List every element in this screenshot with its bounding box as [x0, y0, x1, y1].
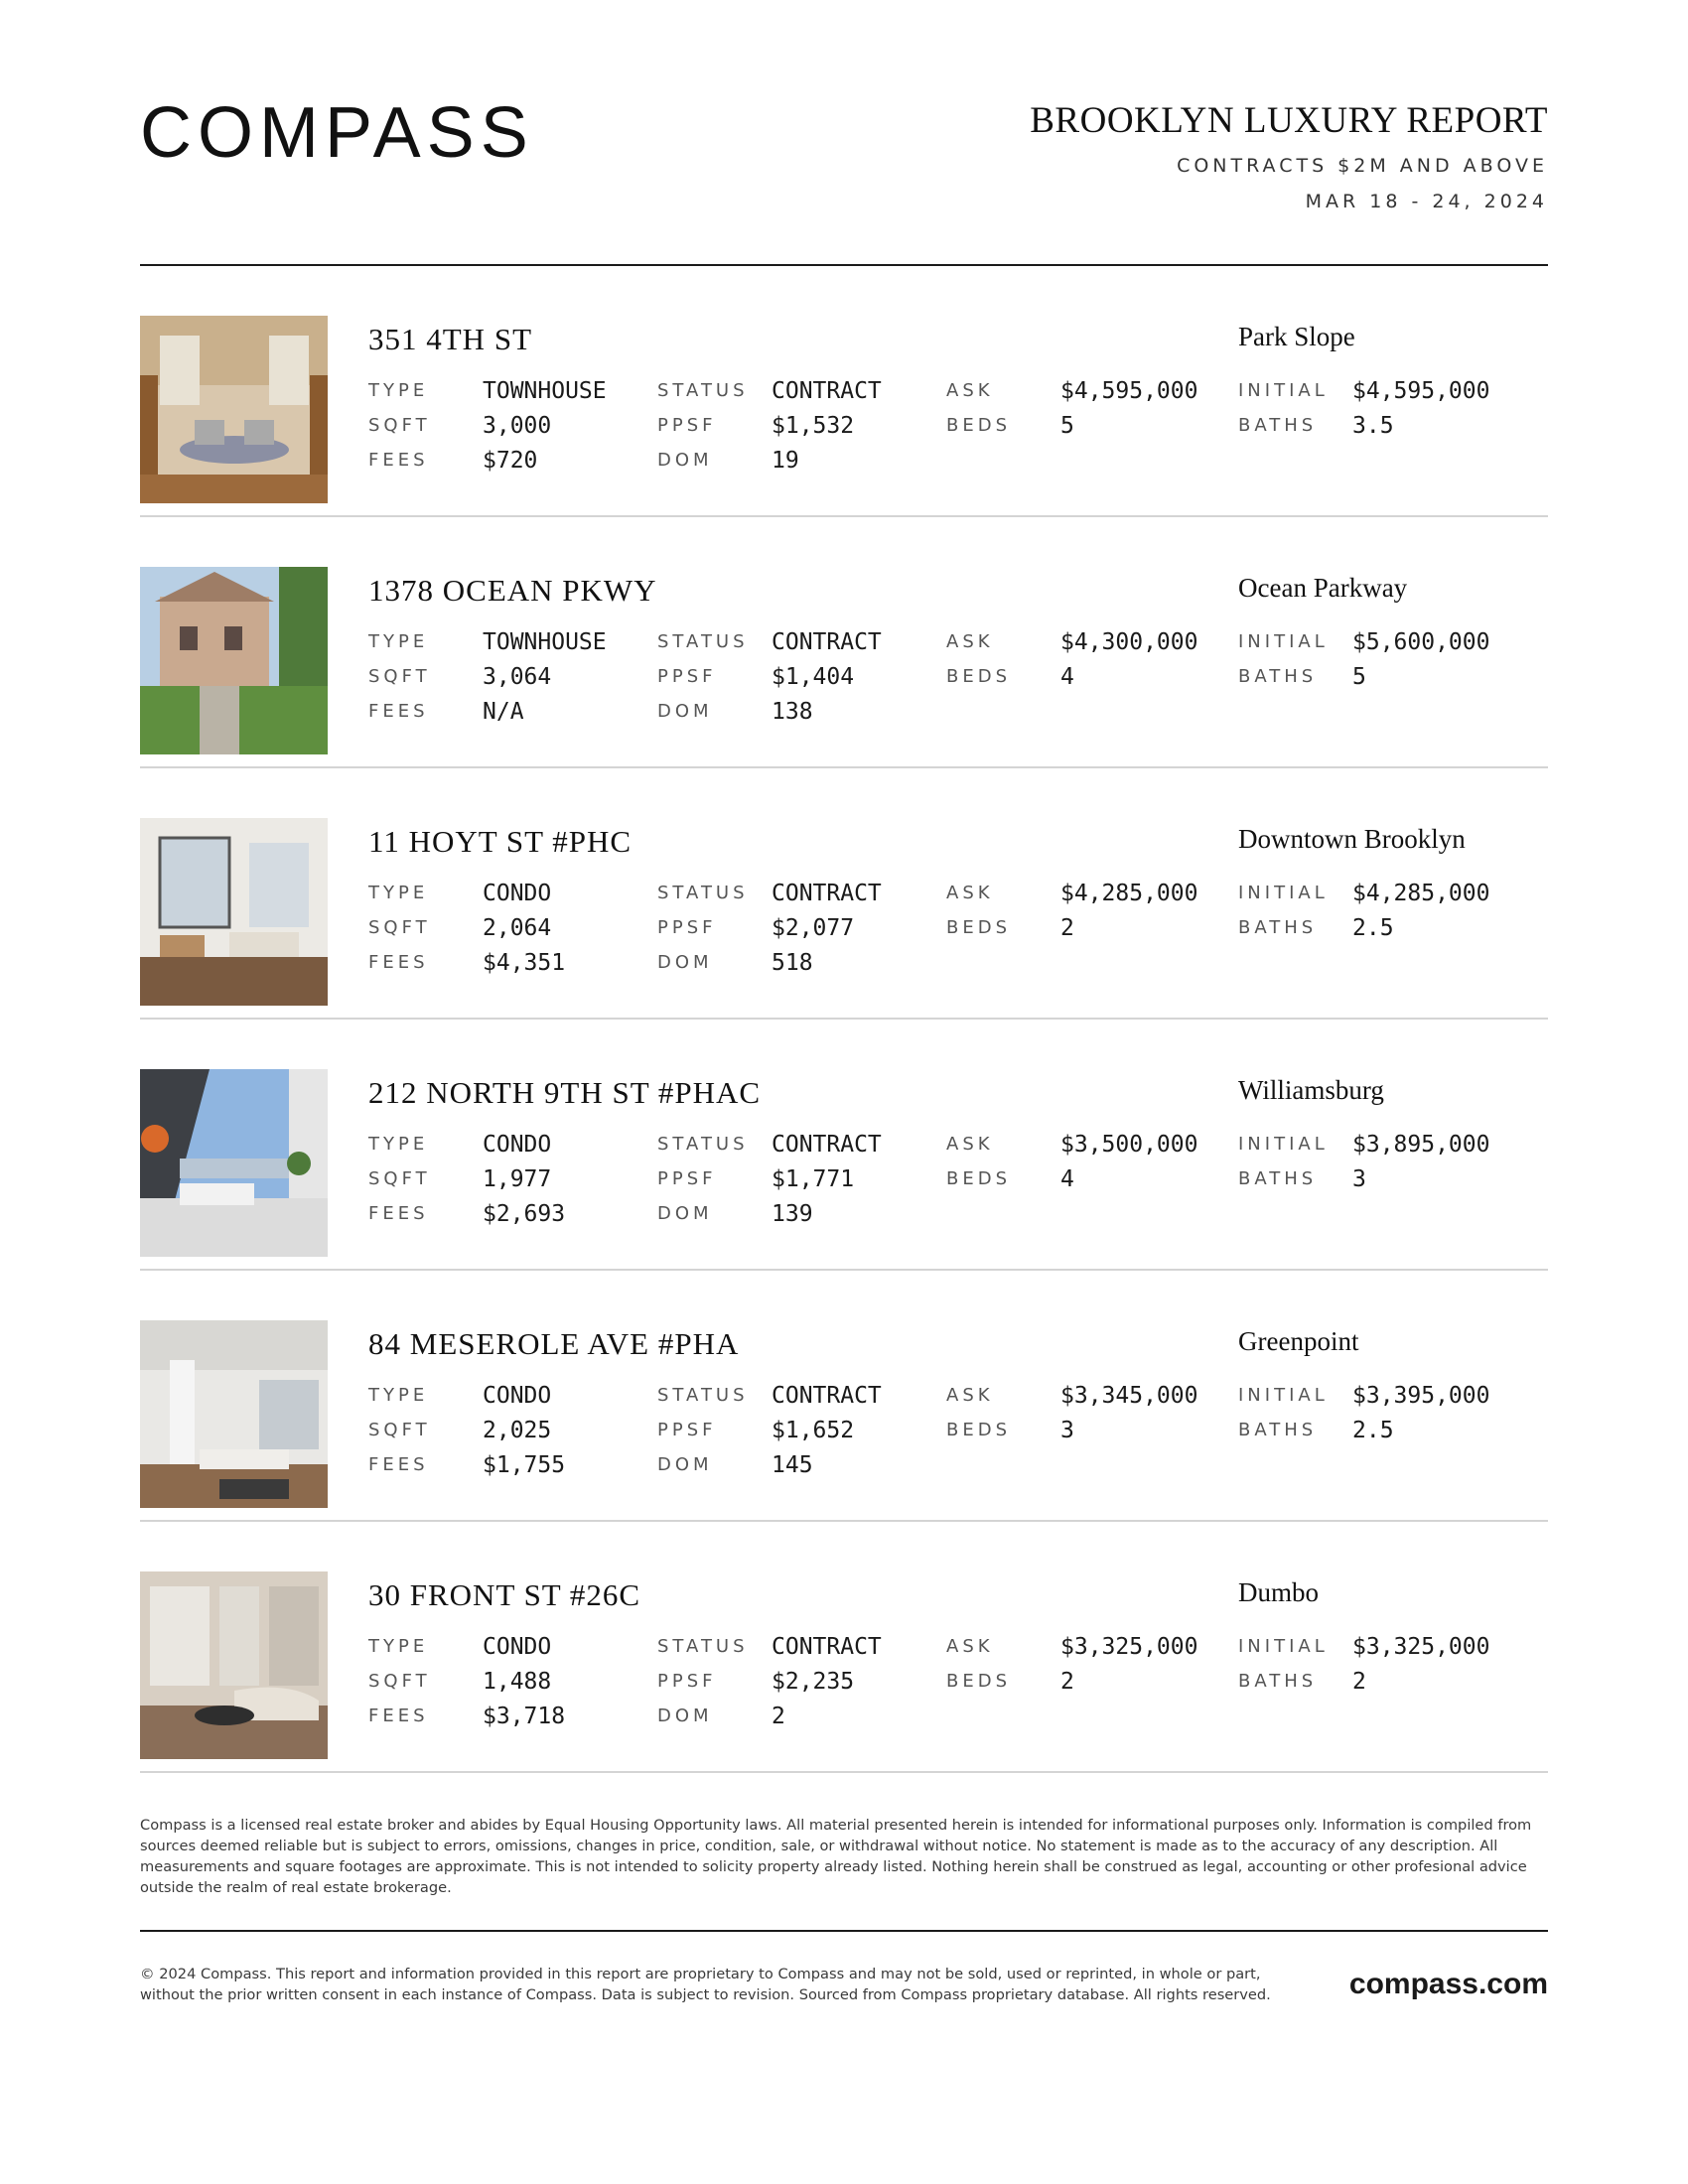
initial-label: INITIAL [1238, 631, 1329, 652]
ask-label: ASK [946, 631, 994, 652]
ask-label: ASK [946, 1636, 994, 1657]
baths-value: 5 [1352, 664, 1366, 690]
roof-terrace-photo[interactable] [140, 1069, 328, 1257]
dom-label: DOM [657, 1454, 713, 1475]
type-value: TOWNHOUSE [483, 629, 607, 655]
dom-label: DOM [657, 450, 713, 471]
compass-logo-text: COMPASS [140, 97, 534, 169]
listing-address[interactable]: 11 HOYT ST #PHC [368, 824, 633, 859]
status-label: STATUS [657, 883, 749, 903]
fees-label: FEES [368, 450, 429, 471]
listing-neighborhood: Downtown Brooklyn [1238, 824, 1466, 854]
ask-value: $3,500,000 [1060, 1132, 1198, 1158]
ask-label: ASK [946, 1134, 994, 1155]
listing-neighborhood: Dumbo [1238, 1577, 1319, 1607]
type-label: TYPE [368, 1385, 429, 1406]
sqft-label: SQFT [368, 917, 431, 938]
type-value: CONDO [483, 881, 552, 906]
status-label: STATUS [657, 631, 749, 652]
type-label: TYPE [368, 1636, 429, 1657]
sqft-label: SQFT [368, 415, 431, 436]
dom-label: DOM [657, 1706, 713, 1726]
sqft-label: SQFT [368, 1671, 431, 1692]
initial-label: INITIAL [1238, 380, 1329, 401]
dom-label: DOM [657, 952, 713, 973]
initial-value: $3,325,000 [1352, 1634, 1490, 1660]
beds-label: BEDS [946, 1420, 1012, 1440]
status-label: STATUS [657, 1134, 749, 1155]
listing-neighborhood: Park Slope [1238, 322, 1355, 351]
baths-label: BATHS [1238, 917, 1318, 938]
ppsf-value: $2,235 [772, 1669, 855, 1695]
dom-label: DOM [657, 701, 713, 722]
ppsf-label: PPSF [657, 1168, 717, 1189]
dom-value: 518 [772, 950, 813, 976]
ask-value: $4,300,000 [1060, 629, 1198, 655]
baths-value: 2.5 [1352, 1418, 1394, 1443]
initial-label: INITIAL [1238, 1385, 1329, 1406]
ppsf-label: PPSF [657, 1671, 717, 1692]
report-header [140, 0, 1548, 266]
type-value: CONDO [483, 1132, 552, 1158]
fees-label: FEES [368, 701, 429, 722]
type-label: TYPE [368, 380, 429, 401]
dom-value: 2 [772, 1704, 785, 1729]
initial-value: $3,395,000 [1352, 1383, 1490, 1409]
initial-value: $5,600,000 [1352, 629, 1490, 655]
listing-row[interactable] [140, 517, 1548, 768]
initial-label: INITIAL [1238, 1636, 1329, 1657]
listing-address[interactable]: 84 MESEROLE AVE #PHA [368, 1326, 740, 1361]
ppsf-label: PPSF [657, 415, 717, 436]
initial-label: INITIAL [1238, 1134, 1329, 1155]
fees-label: FEES [368, 1203, 429, 1224]
baths-label: BATHS [1238, 1168, 1318, 1189]
ppsf-label: PPSF [657, 917, 717, 938]
ppsf-label: PPSF [657, 1420, 717, 1440]
status-label: STATUS [657, 1385, 749, 1406]
ask-label: ASK [946, 1385, 994, 1406]
ppsf-label: PPSF [657, 666, 717, 687]
type-value: CONDO [483, 1634, 552, 1660]
baths-label: BATHS [1238, 1671, 1318, 1692]
sqft-label: SQFT [368, 666, 431, 687]
status-value: CONTRACT [772, 1634, 882, 1660]
beds-value: 4 [1060, 1166, 1074, 1192]
house-exterior-photo[interactable] [140, 567, 328, 754]
initial-label: INITIAL [1238, 883, 1329, 903]
listings-list [140, 266, 1548, 1773]
beds-value: 2 [1060, 915, 1074, 941]
report-title: BROOKLYN LUXURY REPORT [1030, 100, 1548, 141]
sqft-label: SQFT [368, 1168, 431, 1189]
fees-label: FEES [368, 1706, 429, 1726]
fees-label: FEES [368, 1454, 429, 1475]
baths-label: BATHS [1238, 1420, 1318, 1440]
status-value: CONTRACT [772, 378, 882, 404]
ask-value: $3,325,000 [1060, 1634, 1198, 1660]
footer-divider [140, 1930, 1548, 1932]
living-room-photo[interactable] [140, 316, 328, 503]
dom-label: DOM [657, 1203, 713, 1224]
sqft-value: 3,000 [483, 413, 552, 439]
listing-row[interactable] [140, 1271, 1548, 1522]
beds-value: 2 [1060, 1669, 1074, 1695]
status-label: STATUS [657, 380, 749, 401]
ask-label: ASK [946, 883, 994, 903]
listing-address[interactable]: 1378 OCEAN PKWY [368, 573, 657, 608]
fees-value: $720 [483, 448, 538, 474]
status-value: CONTRACT [772, 629, 882, 655]
dom-value: 19 [772, 448, 799, 474]
ppsf-value: $2,077 [772, 915, 855, 941]
fees-value: $2,693 [483, 1201, 566, 1227]
type-label: TYPE [368, 883, 429, 903]
status-value: CONTRACT [772, 881, 882, 906]
status-value: CONTRACT [772, 1132, 882, 1158]
listing-row[interactable] [140, 266, 1548, 517]
ppsf-value: $1,404 [772, 664, 855, 690]
sqft-value: 1,488 [483, 1669, 552, 1695]
baths-value: 2 [1352, 1669, 1366, 1695]
type-value: TOWNHOUSE [483, 378, 607, 404]
dom-value: 139 [772, 1201, 813, 1227]
lounge-interior-photo[interactable] [140, 1571, 328, 1759]
dom-value: 138 [772, 699, 813, 725]
sqft-label: SQFT [368, 1420, 431, 1440]
compass-logo [140, 97, 567, 169]
fees-value: $4,351 [483, 950, 566, 976]
report-subtitle: CONTRACTS $2M AND ABOVE [1177, 155, 1548, 177]
baths-value: 3 [1352, 1166, 1366, 1192]
ask-value: $4,285,000 [1060, 881, 1198, 906]
beds-value: 4 [1060, 664, 1074, 690]
type-label: TYPE [368, 631, 429, 652]
baths-label: BATHS [1238, 666, 1318, 687]
listing-address[interactable]: 212 NORTH 9TH ST #PHAC [368, 1075, 762, 1110]
sqft-value: 1,977 [483, 1166, 552, 1192]
type-value: CONDO [483, 1383, 552, 1409]
baths-value: 2.5 [1352, 915, 1394, 941]
listing-neighborhood: Greenpoint [1238, 1326, 1359, 1356]
initial-value: $4,285,000 [1352, 881, 1490, 906]
baths-value: 3.5 [1352, 413, 1394, 439]
listing-row[interactable] [140, 768, 1548, 1020]
ask-value: $4,595,000 [1060, 378, 1198, 404]
website-link[interactable]: compass.com [1348, 1968, 1548, 2000]
sqft-value: 2,025 [483, 1418, 552, 1443]
condo-interior-photo[interactable] [140, 818, 328, 1006]
fees-label: FEES [368, 952, 429, 973]
baths-label: BATHS [1238, 415, 1318, 436]
initial-value: $3,895,000 [1352, 1132, 1490, 1158]
listing-neighborhood: Ocean Parkway [1238, 573, 1408, 603]
ppsf-value: $1,532 [772, 413, 855, 439]
fees-value: $3,718 [483, 1704, 566, 1729]
fees-value: $1,755 [483, 1452, 566, 1478]
report-page [140, 0, 1548, 1773]
sqft-value: 3,064 [483, 664, 552, 690]
listing-row[interactable] [140, 1522, 1548, 1773]
copyright-text: © 2024 Compass. This report and information provided in this report are proprietary to Compass and may not be sold, used or reprinted, in whole or part, without the prior written consent in each instance of Compass. Data is subject to revision. Sourced from Compass proprietary database. All rights reserved. [140, 1966, 1271, 2003]
status-label: STATUS [657, 1636, 749, 1657]
status-value: CONTRACT [772, 1383, 882, 1409]
beds-label: BEDS [946, 917, 1012, 938]
beds-label: BEDS [946, 666, 1012, 687]
dom-value: 145 [772, 1452, 813, 1478]
ask-label: ASK [946, 380, 994, 401]
listing-row[interactable] [140, 1020, 1548, 1271]
fees-value: N/A [483, 699, 524, 725]
listing-address[interactable]: 351 4TH ST [368, 322, 532, 356]
beds-label: BEDS [946, 415, 1012, 436]
beds-label: BEDS [946, 1671, 1012, 1692]
listing-address[interactable]: 30 FRONT ST #26C [368, 1577, 641, 1612]
ppsf-value: $1,652 [772, 1418, 855, 1443]
loft-interior-photo[interactable] [140, 1320, 328, 1508]
initial-value: $4,595,000 [1352, 378, 1490, 404]
beds-label: BEDS [946, 1168, 1012, 1189]
report-date-range: MAR 18 - 24, 2024 [1305, 191, 1548, 212]
disclaimer-text: Compass is a licensed real estate broker and abides by Equal Housing Opportunity laws. All material presented herein is intended for informational purposes only. Information is compiled from sources deemed reliable but is subject to errors, omissions, changes in price, condition, sale, or withdrawal without notice. No statement is made as to the accuracy of any description. All measurements and square footages are approximate. This is not intended to solicity property already listed. Nothing herein shall be construed as legal, accounting or other profesional advice outside the realm of real estate brokerage. [140, 1817, 1532, 1896]
ppsf-value: $1,771 [772, 1166, 855, 1192]
ask-value: $3,345,000 [1060, 1383, 1198, 1409]
listing-neighborhood: Williamsburg [1238, 1075, 1384, 1105]
sqft-value: 2,064 [483, 915, 552, 941]
type-label: TYPE [368, 1134, 429, 1155]
beds-value: 3 [1060, 1418, 1074, 1443]
beds-value: 5 [1060, 413, 1074, 439]
